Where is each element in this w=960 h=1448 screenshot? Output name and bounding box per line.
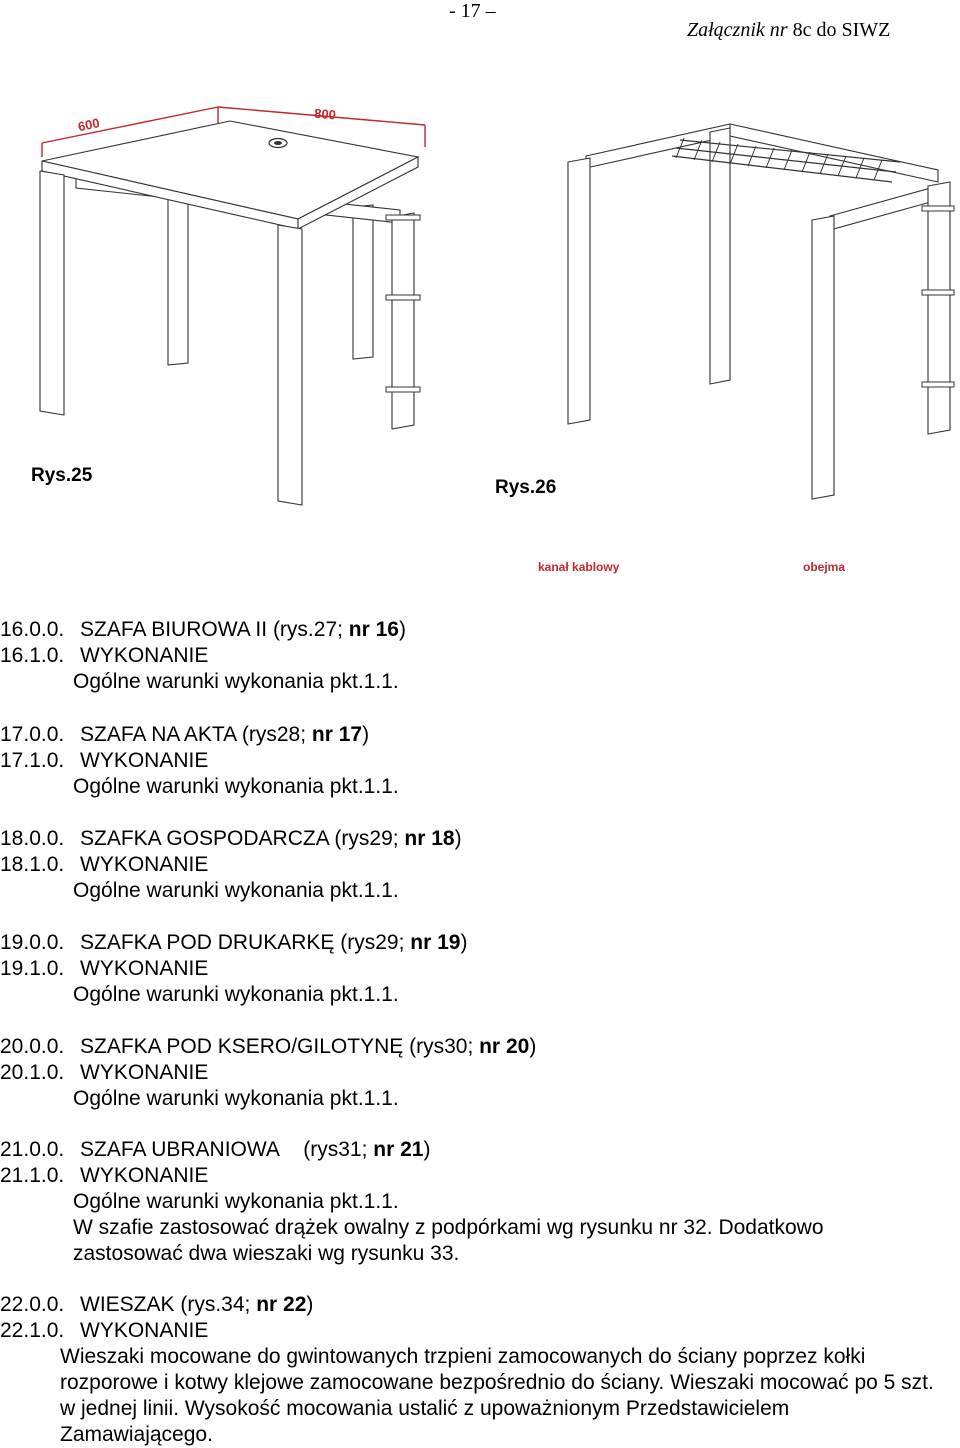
section-number: 20.0.0. (0, 1035, 65, 1058)
section-title: SZAFA BIUROWA II (80, 618, 268, 641)
page-number: - 17 – (449, 0, 496, 22)
figure-label-rys26: Rys.26 (495, 477, 557, 498)
section-extra: W szafie zastosować drążek owalny z podpórkami wg rysunku nr 32. Dodatkowo zastosować dwa wieszaki wg rysunku 33. (73, 1216, 824, 1265)
section-title: SZAFKA POD KSERO/GILOTYNĘ (80, 1035, 404, 1058)
subsection-title: WYKONANIE (80, 1164, 209, 1187)
figure-label-rys25: Rys.25 (31, 465, 93, 486)
callout-clamp: obejma (803, 560, 846, 574)
subsection-heading (0, 1163, 893, 1189)
subsection-title: WYKONANIE (80, 749, 209, 772)
section-ref-a: (rys31; (303, 1138, 374, 1161)
section-ref-bold: nr 18 (404, 827, 455, 850)
section-number: 16.0.0. (0, 618, 65, 641)
section-body: Ogólne warunki wykonania pkt.1.1. (73, 775, 399, 798)
section-ref-a: (rys29; (340, 931, 411, 954)
subsection-title: WYKONANIE (80, 1319, 209, 1342)
subsection-heading (0, 1318, 940, 1344)
section-title: SZAFA UBRANIOWA (80, 1138, 280, 1161)
section-heading (0, 1292, 940, 1318)
section-ref-c: ) (362, 723, 370, 746)
subsection-title: WYKONANIE (80, 1061, 209, 1084)
subsection-heading (0, 1060, 536, 1086)
section-22 (0, 1292, 940, 1448)
section-body: Ogólne warunki wykonania pkt.1.1. (73, 879, 399, 902)
section-ref-a: (rys.34; (180, 1293, 257, 1316)
subsection-heading (0, 852, 462, 878)
section-body: Ogólne warunki wykonania pkt.1.1. (73, 670, 399, 693)
subsection-heading (0, 956, 467, 982)
section-number: 21.0.0. (0, 1138, 65, 1161)
section-ref-a: (rys.27; (272, 618, 349, 641)
section-heading (0, 930, 467, 956)
subsection-number: 17.1.0. (0, 749, 65, 772)
section-title: SZAFKA POD DRUKARKĘ (80, 931, 335, 954)
subsection-heading (0, 643, 406, 669)
section-ref-a: (rys30; (409, 1035, 480, 1058)
section-ref-a: (rys28; (241, 723, 312, 746)
annex-italic: Załącznik nr (687, 19, 788, 41)
section-heading (0, 617, 406, 643)
section-number: 17.0.0. (0, 723, 65, 746)
section-ref-c: ) (306, 1293, 314, 1316)
section-ref-c: ) (529, 1035, 537, 1058)
section-ref-a: (rys29; (334, 827, 405, 850)
section-ref-bold: nr 20 (479, 1035, 530, 1058)
subsection-title: WYKONANIE (80, 957, 209, 980)
subsection-number: 16.1.0. (0, 644, 65, 667)
section-heading (0, 1137, 893, 1163)
section-19 (0, 930, 467, 1008)
section-title: SZAFKA GOSPODARCZA (80, 827, 329, 850)
section-title: WIESZAK (80, 1293, 175, 1316)
section-21 (0, 1137, 893, 1267)
dimension-length: 800 (313, 105, 337, 123)
section-body: Ogólne warunki wykonania pkt.1.1. (73, 983, 399, 1006)
section-ref-bold: nr 22 (256, 1293, 307, 1316)
annex-rest: 8c do SIWZ (792, 19, 891, 41)
subsection-title: WYKONANIE (80, 853, 209, 876)
section-ref-c: ) (454, 827, 462, 850)
subsection-number: 18.1.0. (0, 853, 65, 876)
section-heading (0, 1034, 536, 1060)
section-16 (0, 617, 406, 695)
section-heading (0, 722, 399, 748)
section-number: 18.0.0. (0, 827, 65, 850)
section-20 (0, 1034, 536, 1112)
callout-cable-channel: kanał kablowy (538, 560, 620, 574)
section-ref-c: ) (423, 1138, 431, 1161)
section-ref-bold: nr 21 (373, 1138, 424, 1161)
section-ref-bold: nr 17 (311, 723, 363, 746)
section-18 (0, 826, 462, 904)
section-number: 22.0.0. (0, 1293, 65, 1316)
subsection-number: 21.1.0. (0, 1164, 65, 1187)
section-17 (0, 722, 399, 800)
section-heading (0, 826, 462, 852)
subsection-title: WYKONANIE (80, 644, 209, 667)
section-ref-bold: nr 19 (410, 931, 461, 954)
section-number: 19.0.0. (0, 931, 65, 954)
section-extra: Wieszaki mocowane do gwintowanych trzpieni zamocowanych do ściany poprzez kołki rozporowe i kotwy klejowe zamocowane bezpośrednio do ściany. Wieszaki mocować po 5 szt. w jednej linii. Wysokość mocowania ustalić z upoważnionym Przedstawicielem Zamawiającego. (60, 1345, 934, 1446)
subsection-number: 20.1.0. (0, 1061, 65, 1084)
section-ref-c: ) (460, 931, 468, 954)
subsection-heading (0, 748, 399, 774)
section-title: SZAFA NA AKTA (80, 723, 237, 746)
section-body: Ogólne warunki wykonania pkt.1.1. (73, 1190, 399, 1213)
dimension-width: 600 (76, 115, 101, 135)
section-ref-bold: nr 16 (348, 618, 399, 641)
section-body: Ogólne warunki wykonania pkt.1.1. (73, 1087, 399, 1110)
subsection-number: 22.1.0. (0, 1319, 65, 1342)
annex-label (687, 19, 890, 42)
desk-drawing (20, 95, 460, 515)
section-ref-c: ) (399, 618, 406, 641)
subsection-number: 19.1.0. (0, 957, 65, 980)
frame-drawing (560, 120, 960, 520)
